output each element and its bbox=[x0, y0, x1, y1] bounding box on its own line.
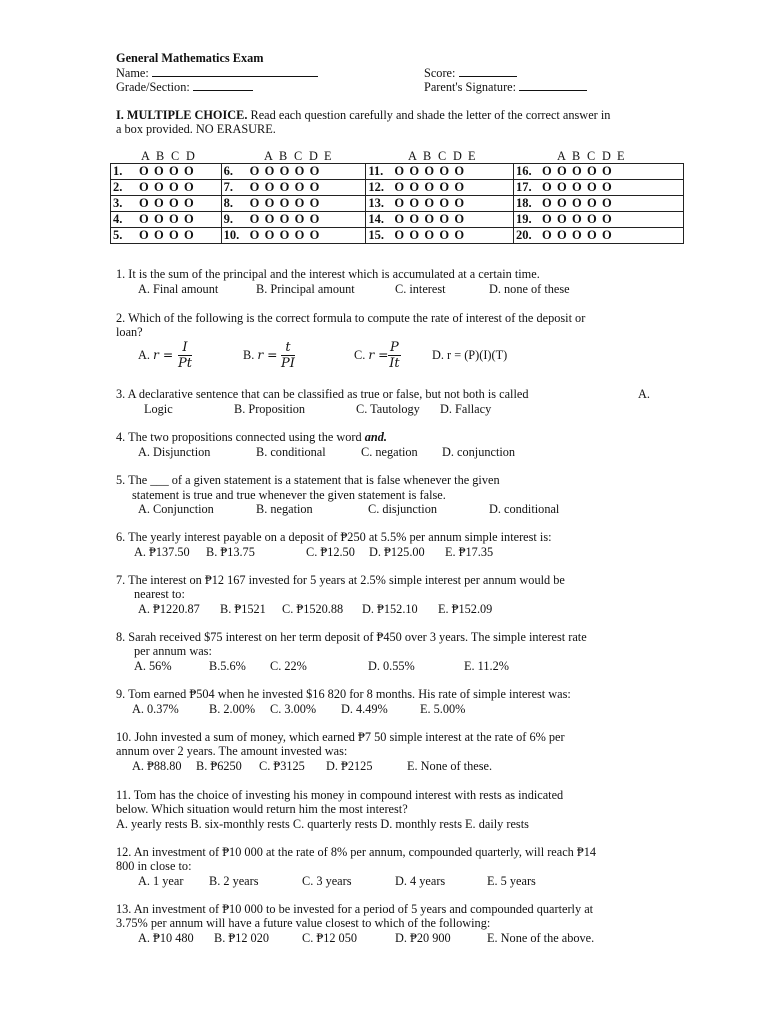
q8-option-a[interactable]: A. 56% bbox=[134, 659, 172, 673]
answer-bubble-a[interactable]: O bbox=[394, 228, 405, 242]
item-number: 8. bbox=[223, 196, 234, 210]
answer-bubble-e[interactable]: O bbox=[309, 180, 320, 194]
grade-blank[interactable] bbox=[193, 79, 253, 91]
q2-option-c[interactable]: C. r = bbox=[354, 348, 389, 362]
answer-bubble-d[interactable]: O bbox=[294, 164, 305, 178]
q7-option-e[interactable]: E. ₱152.09 bbox=[438, 602, 493, 616]
answer-bubble-e[interactable]: O bbox=[454, 164, 465, 178]
answer-grid-body bbox=[111, 164, 684, 244]
q5-option-b[interactable]: B. negation bbox=[256, 502, 313, 516]
answer-grid-cell bbox=[514, 212, 684, 228]
q1-option-c[interactable]: C. interest bbox=[395, 282, 446, 296]
q9-option-d[interactable]: D. 4.49% bbox=[341, 702, 388, 716]
answer-grid-cell bbox=[221, 164, 366, 180]
q13-option-b[interactable]: B. ₱12 020 bbox=[214, 931, 270, 945]
q6-option-c[interactable]: C. ₱12.50 bbox=[306, 545, 355, 559]
grid-header-col3: A B C D E bbox=[408, 149, 476, 163]
answer-bubble-b[interactable]: O bbox=[154, 212, 164, 226]
answer-bubble-a[interactable]: O bbox=[394, 164, 405, 178]
answer-bubble-d[interactable]: O bbox=[439, 164, 450, 178]
answer-bubble-c[interactable]: O bbox=[169, 212, 179, 226]
answer-bubble-c[interactable]: O bbox=[279, 196, 290, 210]
score-label: Score: bbox=[424, 66, 456, 80]
item-number: 5. bbox=[113, 228, 123, 242]
answer-grid-cell bbox=[111, 196, 222, 212]
answer-bubble-c[interactable]: O bbox=[279, 180, 290, 194]
answer-bubble-e[interactable]: O bbox=[454, 180, 465, 194]
question-10-line-2: annum over 2 years. The amount invested was: bbox=[116, 744, 348, 758]
q8-option-c[interactable]: C. 22% bbox=[270, 659, 307, 673]
answer-bubble-b[interactable]: O bbox=[557, 180, 567, 194]
q2-b-fraction: $\frac{t}{PI}$ bbox=[281, 340, 295, 371]
answer-bubble-c[interactable]: O bbox=[169, 164, 179, 178]
answer-bubble-c[interactable]: O bbox=[424, 212, 435, 226]
answer-grid-cell bbox=[111, 212, 222, 228]
q9-option-e[interactable]: E. 5.00% bbox=[420, 702, 466, 716]
answer-bubble-b[interactable]: O bbox=[409, 164, 420, 178]
parent-label: Parent's Signature: bbox=[424, 80, 517, 94]
question-2-line-1: 2. Which of the following is the correct formula to compute the rate of interest of the deposit or bbox=[116, 311, 586, 325]
q1-option-a[interactable]: A. Final amount bbox=[138, 282, 219, 296]
q10-option-e[interactable]: E. None of these. bbox=[407, 759, 493, 773]
answer-bubble-d[interactable]: O bbox=[587, 164, 597, 178]
item-number: 11. bbox=[368, 164, 384, 178]
name-blank[interactable] bbox=[152, 65, 318, 77]
answer-grid bbox=[110, 163, 684, 244]
answer-bubble-b[interactable]: O bbox=[409, 180, 420, 194]
answer-grid-cell bbox=[366, 196, 514, 212]
question-5-line-2: statement is true and true whenever the given statement is false. bbox=[132, 488, 446, 502]
answer-bubble-a[interactable]: O bbox=[542, 228, 552, 242]
answer-grid-cell bbox=[366, 228, 514, 244]
answer-bubble-c[interactable]: O bbox=[572, 180, 582, 194]
q12-option-b[interactable]: B. 2 years bbox=[209, 874, 259, 888]
parent-blank[interactable] bbox=[519, 79, 587, 91]
question-12-line-2: 800 in close to: bbox=[116, 859, 192, 873]
grid-header-col1: A B C D bbox=[141, 149, 195, 163]
answer-bubble-c[interactable]: O bbox=[424, 196, 435, 210]
q12-option-c[interactable]: C. 3 years bbox=[302, 874, 352, 888]
q6-option-a[interactable]: A. ₱137.50 bbox=[134, 545, 190, 559]
answer-bubble-b[interactable]: O bbox=[154, 228, 164, 242]
answer-bubble-b[interactable]: O bbox=[264, 212, 275, 226]
answer-bubble-e[interactable]: O bbox=[602, 164, 612, 178]
question-13-line-2: 3.75% per annum will have a future value closest to which of the following: bbox=[116, 916, 491, 930]
instruction-line-2: a box provided. NO ERASURE. bbox=[116, 122, 276, 136]
grid-header-col4: A B C D E bbox=[557, 149, 625, 163]
answer-grid-cell bbox=[514, 196, 684, 212]
q2-a-fraction: $\frac{I}{Pt}$ bbox=[178, 340, 192, 371]
answer-bubble-d[interactable]: O bbox=[294, 228, 305, 242]
item-number: 13. bbox=[368, 196, 384, 210]
question-3: 3. A declarative sentence that can be classified as true or false, but not both is called bbox=[116, 387, 529, 401]
answer-grid-row bbox=[111, 196, 684, 212]
answer-grid-cell bbox=[514, 164, 684, 180]
answer-grid-row bbox=[111, 164, 684, 180]
answer-grid-cell bbox=[514, 180, 684, 196]
answer-bubble-b[interactable]: O bbox=[264, 196, 275, 210]
q12-option-e[interactable]: E. 5 years bbox=[487, 874, 536, 888]
answer-grid-row bbox=[111, 228, 684, 244]
answer-bubble-a[interactable]: O bbox=[139, 228, 149, 242]
question-10-line-1: 10. John invested a sum of money, which earned ₱7 50 simple interest at the rate of 6% per bbox=[116, 730, 565, 744]
question-2-line-2: loan? bbox=[116, 325, 143, 339]
q11-options[interactable]: A. yearly rests B. six-monthly rests C. quarterly rests D. monthly rests E. daily rests bbox=[116, 817, 529, 831]
q3-option-a-label[interactable]: A. bbox=[638, 387, 650, 401]
item-number: 19. bbox=[516, 212, 532, 226]
item-number: 17. bbox=[516, 180, 532, 194]
answer-bubble-a[interactable]: O bbox=[139, 180, 149, 194]
question-8-line-2: per annum was: bbox=[134, 644, 212, 658]
item-number: 3. bbox=[113, 196, 123, 210]
answer-bubble-c[interactable]: O bbox=[169, 228, 179, 242]
answer-bubble-d[interactable]: O bbox=[184, 212, 194, 226]
answer-grid-row bbox=[111, 180, 684, 196]
answer-bubble-a[interactable]: O bbox=[394, 212, 405, 226]
question-12-line-1: 12. An investment of ₱10 000 at the rate of 8% per annum, compounded quarterly, will reach ₱14 bbox=[116, 845, 597, 859]
q7-option-a[interactable]: A. ₱1220.87 bbox=[138, 602, 200, 616]
answer-bubble-d[interactable]: O bbox=[294, 196, 305, 210]
q7-option-d[interactable]: D. ₱152.10 bbox=[362, 602, 418, 616]
answer-grid-cell bbox=[366, 180, 514, 196]
answer-grid-cell bbox=[111, 164, 222, 180]
answer-bubble-a[interactable]: O bbox=[542, 180, 552, 194]
answer-bubble-b[interactable]: O bbox=[264, 228, 275, 242]
answer-bubble-c[interactable]: O bbox=[424, 228, 435, 242]
q10-option-a[interactable]: A. ₱88.80 bbox=[132, 759, 182, 773]
q9-option-a[interactable]: A. 0.37% bbox=[132, 702, 179, 716]
answer-bubble-c[interactable]: O bbox=[572, 196, 582, 210]
answer-bubble-c[interactable]: O bbox=[169, 180, 179, 194]
answer-bubble-d[interactable]: O bbox=[439, 180, 450, 194]
q4-option-b[interactable]: B. conditional bbox=[256, 445, 326, 459]
answer-grid-row bbox=[111, 212, 684, 228]
answer-bubble-a[interactable]: O bbox=[542, 212, 552, 226]
q10-option-b[interactable]: B. ₱6250 bbox=[196, 759, 242, 773]
q1-option-b[interactable]: B. Principal amount bbox=[256, 282, 355, 296]
grade-label: Grade/Section: bbox=[116, 80, 190, 94]
question-11-line-1: 11. Tom has the choice of investing his money in compound interest with rests as indicated bbox=[116, 788, 564, 802]
item-number: 7. bbox=[223, 180, 234, 194]
answer-bubble-e[interactable]: O bbox=[602, 212, 612, 226]
question-4: 4. The two propositions connected using the word and. bbox=[116, 430, 387, 444]
answer-grid-cell bbox=[514, 228, 684, 244]
answer-bubble-d[interactable]: O bbox=[439, 196, 450, 210]
answer-bubble-c[interactable]: O bbox=[572, 228, 582, 242]
answer-grid-cell bbox=[221, 196, 366, 212]
q12-option-a[interactable]: A. 1 year bbox=[138, 874, 184, 888]
answer-bubble-c[interactable]: O bbox=[279, 164, 290, 178]
q12-option-d[interactable]: D. 4 years bbox=[395, 874, 446, 888]
answer-bubble-a[interactable]: O bbox=[394, 196, 405, 210]
answer-bubble-d[interactable]: O bbox=[439, 228, 450, 242]
answer-bubble-c[interactable]: O bbox=[279, 228, 290, 242]
q6-option-b[interactable]: B. ₱13.75 bbox=[206, 545, 255, 559]
answer-bubble-a[interactable]: O bbox=[139, 196, 149, 210]
q3-option-a[interactable]: Logic bbox=[144, 402, 173, 416]
item-number: 9. bbox=[223, 212, 234, 226]
q9-option-b[interactable]: B. 2.00% bbox=[209, 702, 256, 716]
q8-option-d[interactable]: D. 0.55% bbox=[368, 659, 415, 673]
item-number: 12. bbox=[368, 180, 384, 194]
answer-bubble-a[interactable]: O bbox=[139, 212, 149, 226]
q13-option-c[interactable]: C. ₱12 050 bbox=[302, 931, 358, 945]
answer-grid-cell bbox=[366, 212, 514, 228]
answer-bubble-c[interactable]: O bbox=[279, 212, 290, 226]
answer-grid-cell bbox=[221, 228, 366, 244]
question-8-line-1: 8. Sarah received $75 interest on her term deposit of ₱450 over 3 years. The simple interest rate bbox=[116, 630, 587, 644]
q8-option-e[interactable]: E. 11.2% bbox=[464, 659, 509, 673]
name-label: Name: bbox=[116, 66, 149, 80]
answer-bubble-b[interactable]: O bbox=[557, 164, 567, 178]
answer-bubble-a[interactable]: O bbox=[249, 228, 260, 242]
question-1: 1. It is the sum of the principal and the interest which is accumulated at a certain time. bbox=[116, 267, 540, 281]
item-number: 16. bbox=[516, 164, 532, 178]
q3-option-b[interactable]: B. Proposition bbox=[234, 402, 306, 416]
answer-bubble-d[interactable]: O bbox=[587, 228, 597, 242]
answer-bubble-b[interactable]: O bbox=[409, 212, 420, 226]
answer-bubble-b[interactable]: O bbox=[264, 164, 275, 178]
answer-bubble-d[interactable]: O bbox=[294, 212, 305, 226]
answer-bubble-e[interactable]: O bbox=[602, 196, 612, 210]
q9-option-c[interactable]: C. 3.00% bbox=[270, 702, 317, 716]
answer-bubble-a[interactable]: O bbox=[249, 212, 260, 226]
q5-option-a[interactable]: A. Conjunction bbox=[138, 502, 214, 516]
section-title: I. MULTIPLE CHOICE. bbox=[116, 108, 248, 122]
q5-option-d[interactable]: D. conditional bbox=[489, 502, 560, 516]
item-number: 6. bbox=[223, 164, 234, 178]
answer-bubble-a[interactable]: O bbox=[249, 164, 260, 178]
answer-bubble-d[interactable]: O bbox=[184, 180, 194, 194]
q2-option-a[interactable]: A. r = bbox=[138, 348, 174, 362]
item-number: 10. bbox=[223, 228, 240, 242]
question-7-line-2: nearest to: bbox=[134, 587, 185, 601]
q1-option-d[interactable]: D. none of these bbox=[489, 282, 570, 296]
answer-grid-cell bbox=[221, 180, 366, 196]
answer-bubble-e[interactable]: O bbox=[309, 212, 320, 226]
q6-option-e[interactable]: E. ₱17.35 bbox=[445, 545, 494, 559]
answer-bubble-e[interactable]: O bbox=[309, 228, 320, 242]
question-11-line-2: below. Which situation would return him the most interest? bbox=[116, 802, 408, 816]
item-number: 1. bbox=[113, 164, 123, 178]
q13-option-d[interactable]: D. ₱20 900 bbox=[395, 931, 451, 945]
answer-bubble-b[interactable]: O bbox=[557, 212, 567, 226]
answer-bubble-e[interactable]: O bbox=[602, 180, 612, 194]
answer-grid-cell bbox=[111, 180, 222, 196]
q10-option-c[interactable]: C. ₱3125 bbox=[259, 759, 305, 773]
answer-bubble-c[interactable]: O bbox=[169, 196, 179, 210]
answer-bubble-b[interactable]: O bbox=[557, 196, 567, 210]
grade-field[interactable] bbox=[116, 79, 253, 95]
q2-option-b[interactable]: B. r = bbox=[243, 348, 278, 362]
answer-bubble-c[interactable]: O bbox=[424, 164, 435, 178]
answer-grid-cell bbox=[366, 164, 514, 180]
item-number: 18. bbox=[516, 196, 532, 210]
answer-bubble-c[interactable]: O bbox=[572, 212, 582, 226]
q3-option-c[interactable]: C. Tautology bbox=[356, 402, 420, 416]
q13-option-e[interactable]: E. None of the above. bbox=[487, 931, 595, 945]
answer-bubble-a[interactable]: O bbox=[542, 164, 552, 178]
answer-bubble-d[interactable]: O bbox=[587, 180, 597, 194]
answer-bubble-d[interactable]: O bbox=[184, 228, 194, 242]
item-number: 2. bbox=[113, 180, 123, 194]
answer-bubble-b[interactable]: O bbox=[154, 164, 164, 178]
parent-signature-field[interactable] bbox=[424, 79, 587, 95]
exam-title: General Mathematics Exam bbox=[116, 51, 264, 65]
q2-option-d[interactable]: D. r = (P)(I)(T) bbox=[432, 348, 508, 362]
item-number: 14. bbox=[368, 212, 384, 226]
question-5-line-1: 5. The ___ of a given statement is a statement that is false whenever the given bbox=[116, 473, 500, 487]
q13-option-a[interactable]: A. ₱10 480 bbox=[138, 931, 194, 945]
q4-option-d[interactable]: D. conjunction bbox=[442, 445, 516, 459]
answer-bubble-a[interactable]: O bbox=[394, 180, 405, 194]
item-number: 15. bbox=[368, 228, 384, 242]
answer-bubble-e[interactable]: O bbox=[309, 196, 320, 210]
question-6: 6. The yearly interest payable on a deposit of ₱250 at 5.5% per annum simple interest is: bbox=[116, 530, 552, 544]
answer-bubble-e[interactable]: O bbox=[602, 228, 612, 242]
answer-grid-cell bbox=[111, 228, 222, 244]
question-13-line-1: 13. An investment of ₱10 000 to be invested for a period of 5 years and compounded quarterly at bbox=[116, 902, 594, 916]
score-blank[interactable] bbox=[459, 65, 517, 77]
answer-bubble-e[interactable]: O bbox=[454, 196, 465, 210]
answer-bubble-d[interactable]: O bbox=[587, 212, 597, 226]
question-7-line-1: 7. The interest on ₱12 167 invested for 5 years at 2.5% simple interest per annum would be bbox=[116, 573, 565, 587]
answer-bubble-e[interactable]: O bbox=[309, 164, 320, 178]
answer-bubble-e[interactable]: O bbox=[454, 212, 465, 226]
q2-c-fraction: $\frac{P}{It}$ bbox=[389, 340, 400, 371]
answer-bubble-b[interactable]: O bbox=[154, 180, 164, 194]
answer-bubble-d[interactable]: O bbox=[587, 196, 597, 210]
answer-bubble-e[interactable]: O bbox=[454, 228, 465, 242]
answer-bubble-a[interactable]: O bbox=[249, 196, 260, 210]
q4-option-a[interactable]: A. Disjunction bbox=[138, 445, 211, 459]
answer-bubble-b[interactable]: O bbox=[409, 196, 420, 210]
question-9: 9. Tom earned ₱504 when he invested $16 820 for 8 months. His rate of simple interest was: bbox=[116, 687, 571, 701]
answer-grid-cell bbox=[221, 212, 366, 228]
answer-bubble-d[interactable]: O bbox=[184, 164, 194, 178]
grid-header-col2: A B C D E bbox=[264, 149, 332, 163]
q7-option-b[interactable]: B. ₱1521 bbox=[220, 602, 266, 616]
answer-bubble-c[interactable]: O bbox=[572, 164, 582, 178]
instruction-line-1: Read each question carefully and shade the letter of the correct answer in bbox=[250, 108, 611, 122]
answer-bubble-d[interactable]: O bbox=[184, 196, 194, 210]
q5-option-c[interactable]: C. disjunction bbox=[368, 502, 438, 516]
q3-option-d[interactable]: D. Fallacy bbox=[440, 402, 492, 416]
answer-bubble-c[interactable]: O bbox=[424, 180, 435, 194]
q7-option-c[interactable]: C. ₱1520.88 bbox=[282, 602, 344, 616]
answer-bubble-a[interactable]: O bbox=[139, 164, 149, 178]
item-number: 20. bbox=[516, 228, 532, 242]
answer-bubble-a[interactable]: O bbox=[542, 196, 552, 210]
answer-bubble-b[interactable]: O bbox=[154, 196, 164, 210]
answer-bubble-b[interactable]: O bbox=[264, 180, 275, 194]
answer-bubble-b[interactable]: O bbox=[557, 228, 567, 242]
q10-option-d[interactable]: D. ₱2125 bbox=[326, 759, 373, 773]
q8-option-b[interactable]: B.5.6% bbox=[209, 659, 246, 673]
section-instructions bbox=[116, 108, 610, 123]
item-number: 4. bbox=[113, 212, 123, 226]
answer-bubble-a[interactable]: O bbox=[249, 180, 260, 194]
q4-option-c[interactable]: C. negation bbox=[361, 445, 418, 459]
q6-option-d[interactable]: D. ₱125.00 bbox=[369, 545, 425, 559]
answer-bubble-b[interactable]: O bbox=[409, 228, 420, 242]
answer-bubble-d[interactable]: O bbox=[439, 212, 450, 226]
answer-bubble-d[interactable]: O bbox=[294, 180, 305, 194]
